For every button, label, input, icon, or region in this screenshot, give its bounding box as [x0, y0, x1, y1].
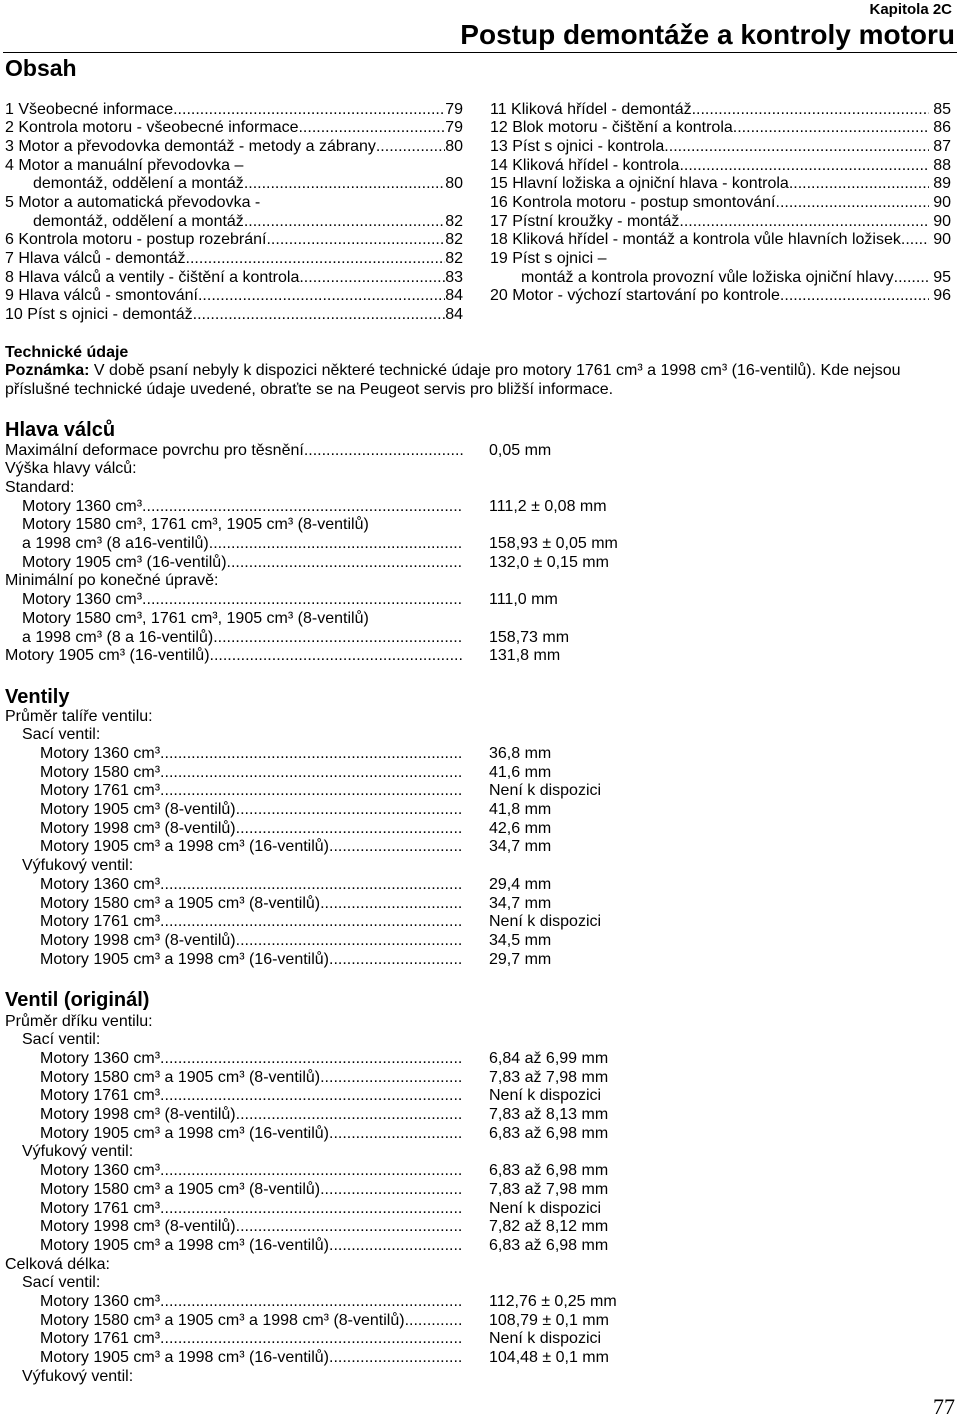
toc-entry	[490, 119, 951, 138]
toc-entry-continuation	[5, 175, 463, 194]
toc-entry-title: 1 Všeobecné informace	[5, 100, 174, 118]
spec-row	[0, 1312, 960, 1331]
toc-entry-title: 4 Motor a manuální převodovka –	[5, 156, 244, 174]
dot-leader	[160, 1293, 463, 1312]
spec-value: 41,6 mm	[489, 763, 552, 781]
dot-leader	[244, 175, 445, 194]
spec-label: Motory 1761 cm³	[40, 1330, 161, 1348]
spec-row	[0, 932, 960, 951]
toc-entry-title: 8 Hlava válců a ventily - čištění a kontrola	[5, 268, 300, 286]
spec-value: 104,48 ± 0,1 mm	[489, 1349, 609, 1367]
spec-label: Průměr dříku ventilu:	[5, 1012, 153, 1030]
spec-value: 0,05 mm	[489, 441, 552, 459]
spec-group-label	[0, 1256, 960, 1275]
spec-group-label	[0, 708, 960, 727]
toc-entry	[5, 306, 463, 325]
toc-entry	[490, 231, 951, 250]
dot-leader	[329, 838, 463, 857]
spec-group-label	[0, 1013, 960, 1032]
dot-leader	[160, 913, 463, 932]
spec-row	[0, 764, 960, 783]
toc-entry-title: 12 Blok motoru - čištění a kontrola	[490, 119, 733, 137]
spec-value: 111,0 mm	[489, 591, 558, 609]
spec-value: 158,73 mm	[489, 628, 570, 646]
toc-entry	[490, 138, 951, 157]
toc-entry-page: 89	[933, 175, 951, 193]
toc-entry	[5, 138, 463, 157]
spec-group-label	[0, 572, 960, 591]
dot-leader	[160, 1200, 463, 1219]
spec-row	[0, 782, 960, 801]
toc-entry-page: 80	[445, 137, 463, 155]
spec-row	[0, 1087, 960, 1106]
dot-leader	[679, 157, 929, 176]
spec-label: Motory 1905 cm³ (8-ventilů)	[40, 801, 236, 819]
spec-label: Motory 1761 cm³	[40, 1199, 161, 1217]
spec-label: Motory 1360 cm³	[40, 1162, 161, 1180]
toc-entry-title: 20 Motor - výchozí startování po kontrole	[490, 287, 780, 305]
spec-label: Motory 1761 cm³	[40, 782, 161, 800]
page-title: Postup demontáže a kontroly motoru	[460, 19, 955, 50]
page-number: 77	[933, 1394, 955, 1419]
spec-value: 34,7 mm	[489, 838, 552, 856]
dot-leader	[198, 287, 445, 306]
dot-leader	[160, 1087, 463, 1106]
toc-entry-page: 95	[933, 268, 951, 286]
section-heading-valves: Ventily	[5, 686, 70, 708]
toc-entry-page: 96	[933, 287, 951, 305]
dot-leader	[193, 306, 446, 325]
spec-label: Motory 1905 cm³ a 1998 cm³ (16-ventilů)	[40, 1124, 329, 1142]
spec-row	[0, 554, 960, 573]
spec-label: Motory 1905 cm³ a 1998 cm³ (16-ventilů)	[40, 838, 329, 856]
spec-label: Motory 1360 cm³	[40, 1050, 161, 1068]
spec-label: Výfukový ventil:	[22, 1143, 134, 1161]
spec-label: Sací ventil:	[22, 1031, 101, 1049]
toc-entry-title: 17 Pístní kroužky - montáž	[490, 212, 680, 230]
toc-entry-title: 9 Hlava válců - smontování	[5, 287, 198, 305]
toc-entry-page: 80	[445, 175, 463, 193]
spec-row	[0, 1218, 960, 1237]
spec-row	[0, 876, 960, 895]
spec-label: Minimální po konečné úpravě:	[5, 572, 219, 590]
spec-row	[0, 591, 960, 610]
dot-leader	[329, 1125, 463, 1144]
dot-leader	[304, 442, 463, 461]
dot-leader	[160, 782, 463, 801]
dot-leader	[405, 1312, 463, 1331]
toc-entry-page: 87	[933, 137, 951, 155]
toc-entry-page: 83	[445, 268, 463, 286]
dot-leader	[142, 498, 463, 517]
spec-row	[0, 442, 960, 461]
dot-leader	[664, 138, 929, 157]
toc-entry-title: 6 Kontrola motoru - postup rozebrání	[5, 231, 267, 249]
spec-label: Motory 1580 cm³ a 1905 cm³ (8-ventilů)	[40, 894, 321, 912]
toc-entry-title: 5 Motor a automatická převodovka -	[5, 194, 261, 212]
toc-heading: Obsah	[5, 55, 77, 81]
toc-entry	[5, 119, 463, 138]
spec-value: 158,93 ± 0,05 mm	[489, 535, 618, 553]
spec-label: Motory 1580 cm³, 1761 cm³, 1905 cm³ (8-ventilů)	[22, 516, 369, 534]
spec-row	[0, 629, 960, 648]
toc-entry	[5, 157, 463, 176]
toc-entry	[490, 287, 951, 306]
spec-label: Motory 1360 cm³	[22, 591, 143, 609]
dot-leader	[320, 895, 463, 914]
toc-entry-page: 90	[933, 194, 951, 212]
spec-label: Motory 1580 cm³ a 1905 cm³ (8-ventilů)	[40, 1180, 321, 1198]
spec-row	[0, 1069, 960, 1088]
dot-leader	[679, 213, 929, 232]
note-paragraph	[5, 362, 950, 399]
dot-leader	[142, 591, 463, 610]
spec-value: Není k dispozici	[489, 782, 602, 800]
spec-value: 6,83 až 6,98 mm	[489, 1162, 609, 1180]
toc-entry-title: 13 Píst s ojnici - kontrola	[490, 137, 665, 155]
spec-group-label	[0, 1143, 960, 1162]
spec-row	[0, 1237, 960, 1256]
valves-specs	[0, 708, 960, 970]
dot-leader	[227, 554, 463, 573]
spec-label: Motory 1580 cm³	[40, 763, 161, 781]
dot-leader	[236, 932, 463, 951]
spec-label: Sací ventil:	[22, 726, 101, 744]
spec-value: 29,4 mm	[489, 875, 552, 893]
spec-label: Motory 1905 cm³ a 1998 cm³ (16-ventilů)	[40, 950, 329, 968]
technical-data-title: Technické údaje	[5, 343, 129, 361]
spec-value: 7,82 až 8,12 mm	[489, 1218, 609, 1236]
dot-leader	[320, 1069, 463, 1088]
dot-leader	[329, 951, 463, 970]
spec-row	[0, 745, 960, 764]
toc-entry	[5, 287, 463, 306]
toc-entry	[5, 250, 463, 269]
note-text: V době psaní nebyly k dispozici některé technické údaje pro motory 1761 cm³ a 1998 cm³ (16-ventilů). Kde nejsou příslušné technické údaje uvedené, obraťte se na Peugeot servis pro bližší informace.	[5, 362, 901, 399]
dot-leader	[160, 745, 463, 764]
spec-value: 29,7 mm	[489, 950, 552, 968]
toc-entry	[490, 101, 951, 120]
dot-leader	[901, 231, 929, 250]
spec-group-label	[0, 857, 960, 876]
dot-leader	[299, 269, 445, 288]
toc-entry-page: 84	[445, 287, 463, 305]
dot-leader	[244, 213, 445, 232]
spec-group-label	[0, 516, 960, 535]
dot-leader	[160, 876, 463, 895]
toc-entry-page: 86	[933, 119, 951, 137]
section-heading-valve-original: Ventil (originál)	[5, 989, 150, 1011]
dot-leader	[173, 101, 445, 120]
toc-right-column	[490, 101, 951, 307]
spec-label: Motory 1998 cm³ (8-ventilů)	[40, 819, 236, 837]
spec-value: 34,5 mm	[489, 931, 552, 949]
spec-label: Motory 1998 cm³ (8-ventilů)	[40, 1218, 236, 1236]
spec-label: a 1998 cm³ (8 a16-ventilů)	[22, 535, 209, 553]
spec-value: Není k dispozici	[489, 1199, 602, 1217]
toc-entry-page: 79	[445, 119, 463, 137]
spec-row	[0, 535, 960, 554]
spec-row	[0, 1349, 960, 1368]
spec-label: Motory 1360 cm³	[40, 1292, 161, 1310]
spec-label: Motory 1998 cm³ (8-ventilů)	[40, 1106, 236, 1124]
toc-entry-page: 84	[445, 306, 463, 324]
spec-label: Motory 1360 cm³	[40, 875, 161, 893]
dot-leader	[236, 1218, 463, 1237]
toc-entry-title: 16 Kontrola motoru - postup smontování	[490, 194, 776, 212]
spec-value: 7,83 až 7,98 mm	[489, 1180, 609, 1198]
spec-row	[0, 1293, 960, 1312]
toc-left-column	[5, 101, 463, 325]
toc-entry-title: 14 Kliková hřídel - kontrola	[490, 156, 680, 174]
spec-value: 112,76 ± 0,25 mm	[489, 1292, 617, 1310]
toc-entry	[5, 269, 463, 288]
toc-entry-page: 85	[933, 100, 951, 118]
toc-entry-title: 3 Motor a převodovka demontáž - metody a zábrany	[5, 137, 376, 155]
spec-group-label	[0, 1274, 960, 1293]
dot-leader	[298, 119, 445, 138]
spec-row	[0, 647, 960, 666]
header-divider	[3, 52, 957, 53]
spec-label: Motory 1998 cm³ (8-ventilů)	[40, 931, 236, 949]
spec-label: Průměr talíře ventilu:	[5, 707, 153, 725]
toc-entry-continuation	[5, 213, 463, 232]
spec-label: Motory 1360 cm³	[22, 497, 143, 515]
spec-value: 108,79 ± 0,1 mm	[489, 1311, 609, 1329]
spec-value: 6,83 až 6,98 mm	[489, 1236, 609, 1254]
spec-row	[0, 1125, 960, 1144]
toc-entry	[490, 175, 951, 194]
technical-data-block	[5, 344, 950, 400]
spec-value: Není k dispozici	[489, 913, 602, 931]
dot-leader	[160, 1162, 463, 1181]
spec-label: Sací ventil:	[22, 1274, 101, 1292]
spec-group-label	[0, 1368, 960, 1387]
toc-entry-title: 18 Kliková hřídel - montáž a kontrola vůle hlavních ložisek	[490, 231, 901, 249]
spec-label: Motory 1580 cm³, 1761 cm³, 1905 cm³ (8-ventilů)	[22, 609, 369, 627]
note-label: Poznámka:	[5, 362, 90, 380]
dot-leader	[376, 138, 445, 157]
spec-row	[0, 1330, 960, 1349]
toc-entry	[490, 213, 951, 232]
toc-entry	[490, 250, 951, 269]
toc-entry	[5, 194, 463, 213]
toc-entry-title: 7 Hlava válců - demontáž	[5, 250, 186, 268]
spec-row	[0, 498, 960, 517]
toc-entry-continuation	[490, 269, 951, 288]
toc-entry-title: 10 Píst s ojnici - demontáž	[5, 306, 193, 324]
dot-leader	[209, 535, 463, 554]
spec-value: 6,83 až 6,98 mm	[489, 1124, 609, 1142]
dot-leader	[320, 1181, 463, 1200]
cylinder-head-specs	[0, 442, 960, 666]
toc-entry	[490, 194, 951, 213]
toc-entry-page: 82	[445, 212, 463, 230]
spec-row	[0, 1050, 960, 1069]
dot-leader	[894, 269, 930, 288]
toc-entry-page: 79	[445, 100, 463, 118]
dot-leader	[213, 629, 463, 648]
toc-entry-page: 88	[933, 156, 951, 174]
spec-label: Motory 1580 cm³ a 1905 cm³ a 1998 cm³ (8-ventilů)	[40, 1311, 405, 1329]
toc-entry-title: 2 Kontrola motoru - všeobecné informace	[5, 119, 299, 137]
spec-value: 6,84 až 6,99 mm	[489, 1050, 609, 1068]
spec-row	[0, 913, 960, 932]
dot-leader	[780, 287, 929, 306]
spec-label: Motory 1761 cm³	[40, 913, 161, 931]
toc-entry	[5, 101, 463, 120]
toc-entry	[5, 231, 463, 250]
spec-label: a 1998 cm³ (8 a 16-ventilů)	[22, 628, 214, 646]
spec-row	[0, 951, 960, 970]
dot-leader	[236, 801, 463, 820]
spec-value: Není k dispozici	[489, 1087, 602, 1105]
toc-entry-title: demontáž, oddělení a montáž	[33, 175, 244, 193]
dot-leader	[692, 101, 930, 120]
spec-label: Výfukový ventil:	[22, 1367, 134, 1385]
dot-leader	[236, 1106, 463, 1125]
dot-leader	[329, 1237, 463, 1256]
dot-leader	[733, 119, 929, 138]
spec-row	[0, 801, 960, 820]
spec-label: Motory 1905 cm³ (16-ventilů)	[22, 553, 227, 571]
section-heading-cylinder-head: Hlava válců	[5, 419, 116, 441]
dot-leader	[776, 194, 930, 213]
toc-entry-title: montáž a kontrola provozní vůle ložiska ojniční hlavy	[521, 268, 894, 286]
spec-group-label	[0, 479, 960, 498]
dot-leader	[789, 175, 929, 194]
dot-leader	[160, 764, 463, 783]
spec-value: 131,8 mm	[489, 647, 561, 665]
spec-label: Výška hlavy válců:	[5, 460, 137, 478]
chapter-label: Kapitola 2C	[869, 1, 952, 18]
dot-leader	[236, 820, 463, 839]
spec-value: 41,8 mm	[489, 801, 552, 819]
spec-value: 42,6 mm	[489, 819, 552, 837]
spec-value: 7,83 až 8,13 mm	[489, 1106, 609, 1124]
spec-label: Motory 1761 cm³	[40, 1087, 161, 1105]
spec-row	[0, 838, 960, 857]
spec-label: Motory 1360 cm³	[40, 745, 161, 763]
spec-group-label	[0, 610, 960, 629]
toc-entry-title: 15 Hlavní ložiska a ojniční hlava - kontrola	[490, 175, 789, 193]
toc-entry-page: 82	[445, 231, 463, 249]
spec-row	[0, 1106, 960, 1125]
toc-entry-title: 19 Píst s ojnici –	[490, 250, 607, 268]
spec-label: Celková délka:	[5, 1255, 110, 1273]
toc-entry-page: 82	[445, 250, 463, 268]
spec-label: Motory 1905 cm³ a 1998 cm³ (16-ventilů)	[40, 1349, 329, 1367]
spec-value: 36,8 mm	[489, 745, 552, 763]
dot-leader	[160, 1050, 463, 1069]
spec-label: Motory 1905 cm³ (16-ventilů)	[5, 647, 210, 665]
spec-label: Motory 1580 cm³ a 1905 cm³ (8-ventilů)	[40, 1068, 321, 1086]
dot-leader	[210, 647, 463, 666]
dot-leader	[186, 250, 446, 269]
spec-row	[0, 1181, 960, 1200]
spec-group-label	[0, 460, 960, 479]
spec-value: 132,0 ± 0,15 mm	[489, 553, 609, 571]
spec-label: Standard:	[5, 479, 75, 497]
spec-label: Maximální deformace povrchu pro těsnění	[5, 441, 304, 459]
spec-row	[0, 820, 960, 839]
dot-leader	[329, 1349, 463, 1368]
dot-leader	[266, 231, 445, 250]
toc-entry-page: 90	[933, 212, 951, 230]
toc-entry-title: 11 Kliková hřídel - demontáž	[490, 100, 692, 118]
spec-group-label	[0, 726, 960, 745]
spec-value: 7,83 až 7,98 mm	[489, 1068, 609, 1086]
spec-value: 34,7 mm	[489, 894, 552, 912]
spec-row	[0, 1200, 960, 1219]
toc-entry-title: demontáž, oddělení a montáž	[33, 212, 244, 230]
toc-entry-page: 90	[933, 231, 951, 249]
spec-group-label	[0, 1031, 960, 1050]
toc-entry	[490, 157, 951, 176]
spec-label: Výfukový ventil:	[22, 857, 134, 875]
valve-original-specs	[0, 1013, 960, 1387]
spec-row	[0, 895, 960, 914]
dot-leader	[160, 1330, 463, 1349]
spec-row	[0, 1162, 960, 1181]
spec-value: Není k dispozici	[489, 1330, 602, 1348]
spec-label: Motory 1905 cm³ a 1998 cm³ (16-ventilů)	[40, 1236, 329, 1254]
spec-value: 111,2 ± 0,08 mm	[489, 497, 607, 515]
